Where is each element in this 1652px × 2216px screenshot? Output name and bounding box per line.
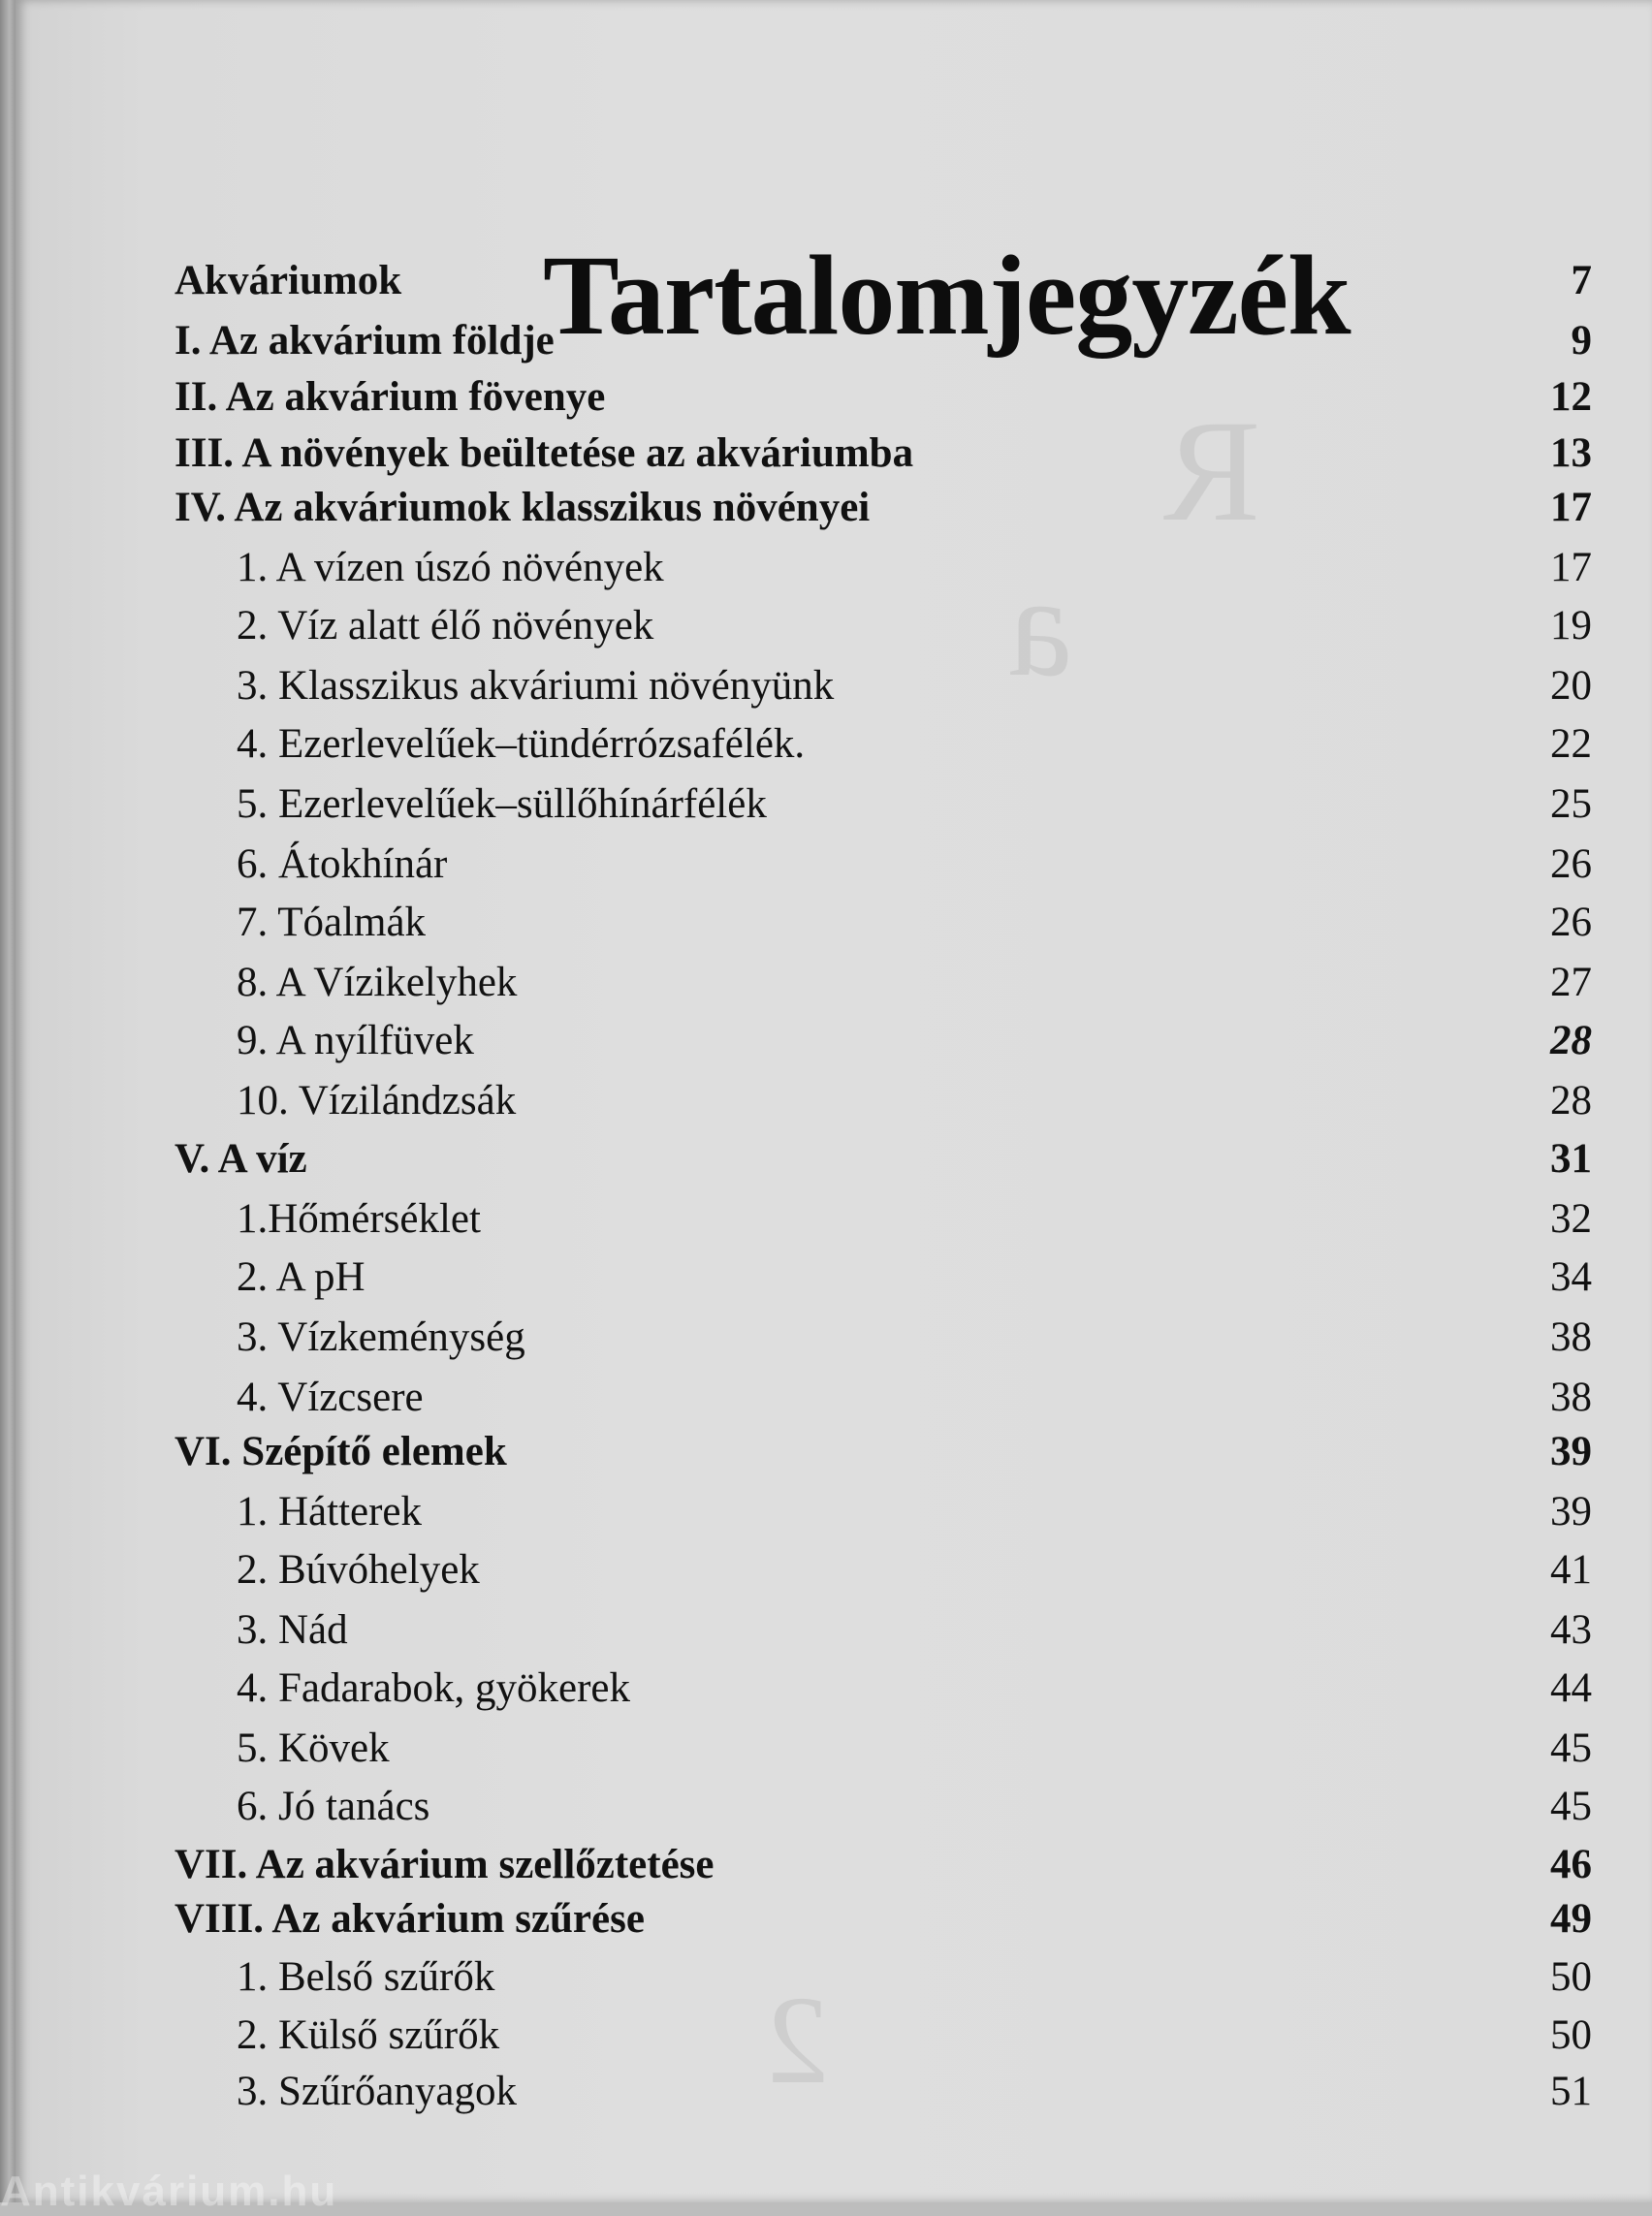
toc-entry-page: 9 — [1571, 318, 1592, 364]
toc-entry-label: 3. Szűrőanyagok — [237, 2069, 517, 2114]
toc-entry-page: 28 — [1550, 1018, 1592, 1063]
toc-entry-page: 28 — [1550, 1078, 1592, 1124]
toc-entry-label: 1.Hőmérséklet — [237, 1196, 481, 1242]
toc-entry-label: 2. Víz alatt élő növények — [237, 603, 654, 649]
toc-entry-label: 5. Ezerlevelűek–süllőhínárfélék — [237, 781, 767, 827]
toc-entry-label: 6. Jó tanács — [237, 1784, 430, 1829]
toc-entry-page: 41 — [1550, 1547, 1592, 1593]
toc-entry-label: VIII. Az akvárium szűrése — [175, 1896, 645, 1942]
toc-entry-label: 5. Kövek — [237, 1725, 390, 1771]
toc-entry-page: 44 — [1550, 1665, 1592, 1711]
toc-entry-page: 38 — [1550, 1375, 1592, 1420]
toc-entry-label: 6. Átokhínár — [237, 841, 448, 887]
toc-entry-page: 32 — [1550, 1196, 1592, 1242]
toc-entry-page: 20 — [1550, 663, 1592, 709]
toc-entry-page: 25 — [1550, 781, 1592, 827]
toc-entry-page: 45 — [1550, 1784, 1592, 1829]
toc-entry-label: 1. Hátterek — [237, 1489, 423, 1535]
toc-entry-label: 4. Ezerlevelűek–tündérrózsafélék. — [237, 721, 806, 767]
toc-entry-page: 50 — [1550, 2012, 1592, 2058]
toc-entry-page: 39 — [1550, 1429, 1592, 1474]
toc-entry-label: 8. A Vízikelyhek — [237, 960, 518, 1005]
toc-entry-label: 3. Klasszikus akváriumi növényünk — [237, 663, 835, 709]
toc-entry-page: 22 — [1550, 721, 1592, 767]
toc-entry-page: 26 — [1550, 841, 1592, 887]
toc-entry-page: 45 — [1550, 1725, 1592, 1771]
toc-entry-label: 1. Belső szűrők — [237, 1954, 495, 2000]
toc-entry-page: 19 — [1550, 603, 1592, 649]
watermark: Antikvárium.hu — [0, 2168, 338, 2215]
toc-entry-page: 51 — [1550, 2069, 1592, 2114]
toc-entry-page: 13 — [1550, 430, 1592, 476]
toc-entry-label: 7. Tóalmák — [237, 900, 427, 945]
toc-entry-page: 39 — [1550, 1489, 1592, 1535]
toc-entry-page: 31 — [1550, 1136, 1592, 1182]
toc-entry-label: IV. Az akváriumok klasszikus növényei — [175, 485, 871, 530]
toc-entry-page: 38 — [1550, 1314, 1592, 1360]
toc-entry-page: 49 — [1550, 1896, 1592, 1942]
toc-entry-label: 10. Vízilándzsák — [237, 1078, 517, 1124]
toc-entry-label: 9. A nyílfüvek — [237, 1018, 474, 1063]
toc-entry-label: III. A növények beültetése az akváriumba — [175, 430, 914, 476]
toc-entry-label: 2. Külső szűrők — [237, 2012, 500, 2058]
toc-entry-page: 17 — [1550, 545, 1592, 590]
toc-entry-page: 17 — [1550, 485, 1592, 530]
toc-entry-page: 27 — [1550, 960, 1592, 1005]
toc-entry-label: 3. Nád — [237, 1607, 348, 1653]
toc-entry-label: II. Az akvárium fövenye — [175, 374, 606, 420]
toc-entry-label: 3. Vízkeménység — [237, 1314, 525, 1360]
toc-entry-page: 12 — [1550, 374, 1592, 420]
toc-entry-label: I. Az akvárium földje — [175, 318, 555, 364]
toc-entry-label: Akváriumok — [175, 258, 402, 303]
toc-entry-label: 1. A vízen úszó növények — [237, 545, 664, 590]
toc-entry-page: 50 — [1550, 1954, 1592, 2000]
toc-entry-label: 4. Vízcsere — [237, 1375, 424, 1420]
toc-entry-label: VII. Az akvárium szellőztetése — [175, 1842, 715, 1887]
toc-entry-page: 43 — [1550, 1607, 1592, 1653]
toc-entry-page: 46 — [1550, 1842, 1592, 1887]
toc-entry-label: V. A víz — [175, 1136, 307, 1182]
toc-entry-label: 2. Búvóhelyek — [237, 1547, 480, 1593]
toc-entry-label: 4. Fadarabok, gyökerek — [237, 1665, 630, 1711]
toc-entry-page: 34 — [1550, 1254, 1592, 1300]
toc-entry-label: VI. Szépítő elemek — [175, 1429, 507, 1474]
toc-entry-page: 26 — [1550, 900, 1592, 945]
page-title: Tartalomjegyzék — [543, 232, 1350, 360]
toc-entry-label: 2. A pH — [237, 1254, 365, 1300]
toc-entry-page: 7 — [1571, 258, 1592, 303]
